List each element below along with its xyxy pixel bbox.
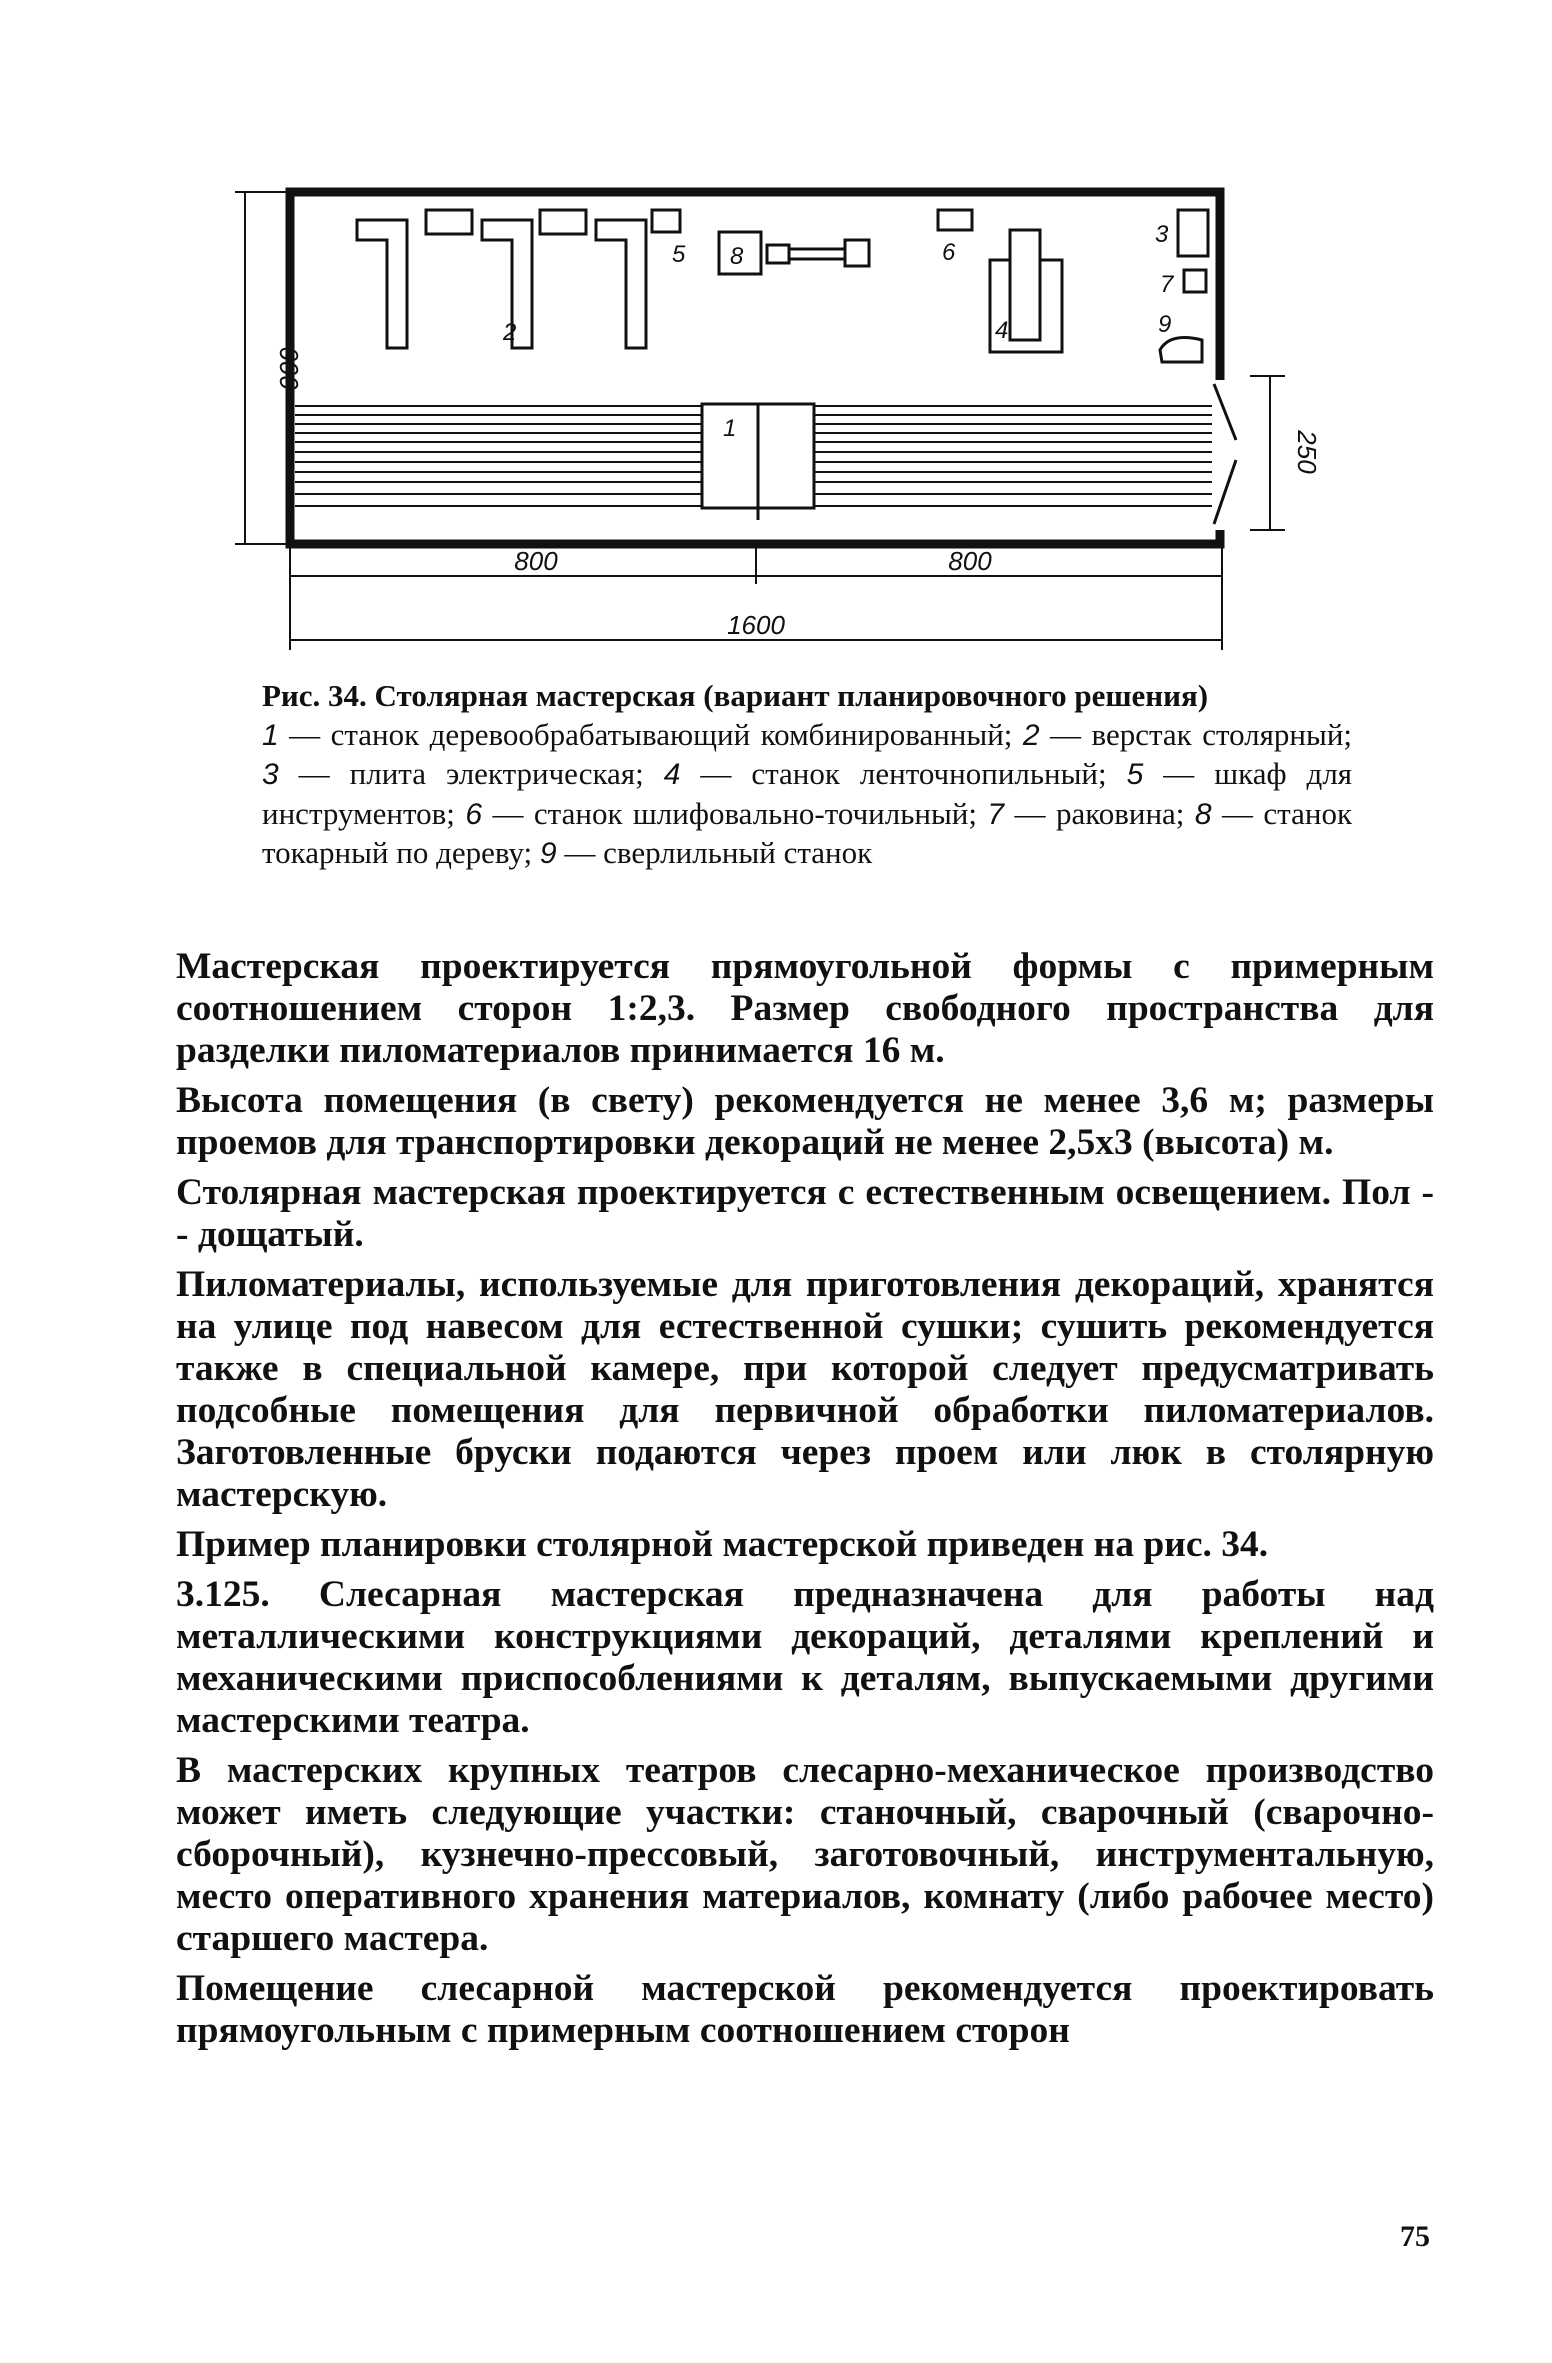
figure-caption — [262, 677, 1352, 874]
legend-item: 9 — сверлильный станок — [539, 835, 873, 870]
floor-plan-figure — [230, 180, 1350, 680]
label-8: 8 — [730, 243, 744, 270]
paragraph: Мастерская проектируется прямоугольной формы с примерным соотношением сторон 1:2,3. Размер свободного пространства для разделки пиломатериалов принимается 16 м. — [176, 946, 1434, 1071]
label-7: 7 — [1160, 271, 1174, 298]
dim-total-1600: 1600 — [727, 610, 785, 640]
label-4: 4 — [995, 317, 1009, 344]
paragraph: Высота помещения (в свету) рекомендуется не менее 3,6 м; размеры проемов для транспортировки декораций не менее 2,5х3 (высота) м. — [176, 1080, 1434, 1163]
drill-9 — [1160, 338, 1202, 362]
machine-6-grinder — [938, 210, 972, 230]
legend-item: 7 — раковина; — [987, 795, 1185, 831]
paragraph: В мастерских крупных театров слесарно-механическое производство может иметь следующие участки: станочный, сварочный (сварочно-сборочный), кузнечно-прессовый, заготовочный, инструментальную, место оперативного хранения материалов, комнату (либо рабочее место) старшего мастера. — [176, 1750, 1434, 1959]
dim-half-left-800: 800 — [514, 546, 558, 576]
legend-item: 3 — плита электрическая; — [262, 756, 644, 791]
legend-item: 1 — станок деревообрабатывающий комбинированный; — [262, 716, 1013, 752]
page-number: 75 — [1400, 2220, 1430, 2253]
paragraph: Помещение слесарной мастерской рекомендуется проектировать прямоугольным с примерным соотношением сторон — [176, 1968, 1434, 2051]
sink-7 — [1184, 270, 1206, 292]
body-text — [176, 946, 1434, 2060]
legend-item: 5 — шкаф для инструментов; — [262, 756, 1353, 831]
label-6: 6 — [942, 239, 956, 266]
paragraph: Пиломатериалы, используемые для приготовления декораций, хранятся на улице под навесом для естественной сушки; сушить рекомендуется также в специальной камере, при которой следует предусматривать подсобные помещения для первичной обработки пиломатериалов. Заготовленные бруски подаются через проем или люк в столярную мастерскую. — [176, 1264, 1434, 1515]
label-5: 5 — [672, 241, 686, 268]
dim-height-600: 600 — [274, 346, 304, 390]
legend-item: 4 — станок ленточнопильный; — [663, 756, 1107, 791]
label-2: 2 — [503, 319, 517, 346]
legend-item: 8 — станок токарный по дереву; — [262, 795, 1353, 870]
caption-legend — [262, 716, 1352, 874]
legend-item: 2 — верстак столярный; — [1022, 716, 1353, 752]
paragraph: Столярная мастерская проектируется с естественным освещением. Пол -- дощатый. — [176, 1172, 1434, 1255]
label-3: 3 — [1155, 221, 1169, 248]
dim-height-250: 250 — [1292, 430, 1322, 474]
legend-item: 6 — станок шлифовально-точильный; — [465, 795, 977, 831]
stove-3 — [1178, 210, 1208, 256]
paragraph: 3.125. Слесарная мастерская предназначена для работы над металлическими конструкциями декораций, деталями креплений и механическими приспособлениями к деталям, выпускаемыми другими мастерскими театра. — [176, 1574, 1434, 1741]
dim-half-right-800: 800 — [948, 546, 992, 576]
caption-title: Рис. 34. Столярная мастерская (вариант планировочного решения) — [262, 678, 1209, 713]
label-9: 9 — [1158, 311, 1172, 338]
paragraph: Пример планировки столярной мастерской приведен на рис. 34. — [176, 1524, 1269, 1565]
floor-plan-drawing — [230, 180, 1350, 680]
label-1: 1 — [723, 415, 737, 442]
workbenches-2 — [357, 210, 680, 348]
